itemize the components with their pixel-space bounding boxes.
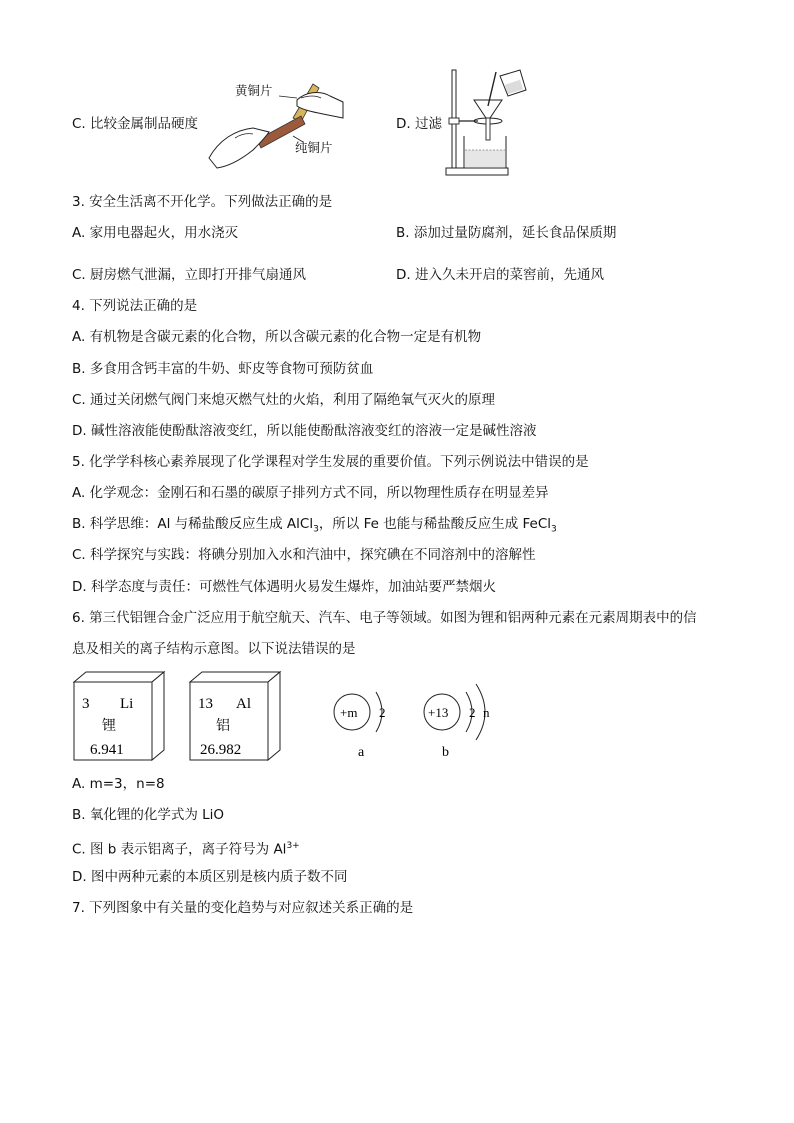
q4-option-b: B. 多食用含钙丰富的牛奶、虾皮等食物可预防贫血 [72, 361, 374, 377]
q3-option-a: A. 家用电器起火，用水浇灭 [72, 225, 239, 241]
q6-stem-line-2: 息及相关的离子结构示意图。以下说法错误的是 [72, 641, 356, 657]
ion-a-nucleus: +m [340, 705, 358, 720]
q2-option-c: C. 比较金属制品硬度 [72, 116, 199, 132]
ion-b-caption: b [442, 745, 449, 760]
filtration-apparatus-figure [440, 66, 540, 178]
q5-option-c: C. 科学探究与实践：将碘分别加入水和汽油中，探究碘在不同溶剂中的溶解性 [72, 547, 536, 563]
ion-a-diagram [334, 692, 386, 760]
q5-option-a: A. 化学观念：金刚石和石墨的碳原子排列方式不同，所以物理性质存在明显差异 [72, 485, 549, 501]
copper-label: 纯铜片 [295, 140, 333, 155]
li-symbol: Li [120, 696, 134, 712]
q2-option-d: D. 过滤 [396, 116, 442, 132]
q4-option-a: A. 有机物是含碳元素的化合物，所以含碳元素的化合物一定是有机物 [72, 329, 482, 345]
q3-stem: 3. 安全生活离不开化学。下列做法正确的是 [72, 194, 333, 210]
ion-a-caption: a [358, 745, 365, 760]
li-mass: 6.941 [90, 742, 124, 758]
q5-option-b [72, 515, 557, 539]
q6-option-c [72, 837, 300, 859]
q6-stem-line-1: 6. 第三代铝锂合金广泛应用于航空航天、汽车、电子等领域。如图为锂和铝两种元素在元素周期表中的信 [72, 610, 697, 626]
q6-c-text: C. 图 b 表示铝离子，离子符号为 Al [72, 841, 287, 858]
q6-option-d: D. 图中两种元素的本质区别是核内质子数不同 [72, 869, 348, 885]
stand-base [446, 168, 508, 175]
q3-option-b: B. 添加过量防腐剂，延长食品保质期 [396, 225, 617, 241]
li-name: 锂 [102, 718, 116, 734]
ion-b-shell-2: n [483, 705, 490, 720]
ion-b-shell-1: 2 [469, 705, 476, 720]
q6-option-b: B. 氧化锂的化学式为 LiO [72, 807, 225, 823]
q5-option-d: D. 科学态度与责任：可燃性气体遇明火易发生爆炸，加油站要严禁烟火 [72, 579, 496, 595]
al-mass: 26.982 [200, 742, 242, 758]
ion-a-shell-1: 2 [379, 705, 386, 720]
ion-b-nucleus: +13 [428, 705, 449, 720]
q7-stem: 7. 下列图象中有关量的变化趋势与对应叙述关系正确的是 [72, 900, 414, 916]
li-atomic-number: 3 [82, 696, 90, 712]
element-info-figure [70, 668, 510, 768]
brass-label: 黄铜片 [235, 83, 273, 98]
al-atomic-number: 13 [198, 696, 213, 712]
q5-b-sub-2: 3 [551, 524, 557, 535]
q3-option-c: C. 厨房燃气泄漏，立即打开排气扇通风 [72, 267, 307, 283]
q5-b-text-2: ，所以 Fe 也能与稀盐酸反应生成 FeCl [318, 516, 552, 532]
aluminum-element-card [190, 672, 280, 760]
q3-option-d: D. 进入久未开启的菜窖前，先通风 [396, 267, 604, 283]
q4-option-c: C. 通过关闭燃气阀门来熄灭燃气灶的火焰，利用了隔绝氧气灭火的原理 [72, 392, 496, 408]
q5-b-sub-1: 3 [313, 524, 319, 535]
q6-c-sup: 3+ [286, 841, 300, 851]
q5-b-text-1: B. 科学思维：Al 与稀盐酸反应生成 AlCl [72, 516, 314, 532]
hardness-comparison-figure [205, 78, 350, 170]
q6-option-a: A. m=3，n=8 [72, 776, 165, 792]
funnel [474, 100, 502, 118]
q5-stem: 5. 化学学科核心素养展现了化学课程对学生发展的重要价值。下列示例说法中错误的是 [72, 454, 589, 470]
q4-stem: 4. 下列说法正确的是 [72, 298, 198, 314]
ion-b-diagram [424, 684, 490, 760]
q4-option-d: D. 碱性溶液能使酚酞溶液变红，所以能使酚酞溶液变红的溶液一定是碱性溶液 [72, 423, 537, 439]
al-symbol: Al [236, 696, 251, 712]
lithium-element-card [74, 672, 164, 760]
lower-hand [209, 128, 269, 168]
al-name: 铝 [216, 718, 230, 734]
